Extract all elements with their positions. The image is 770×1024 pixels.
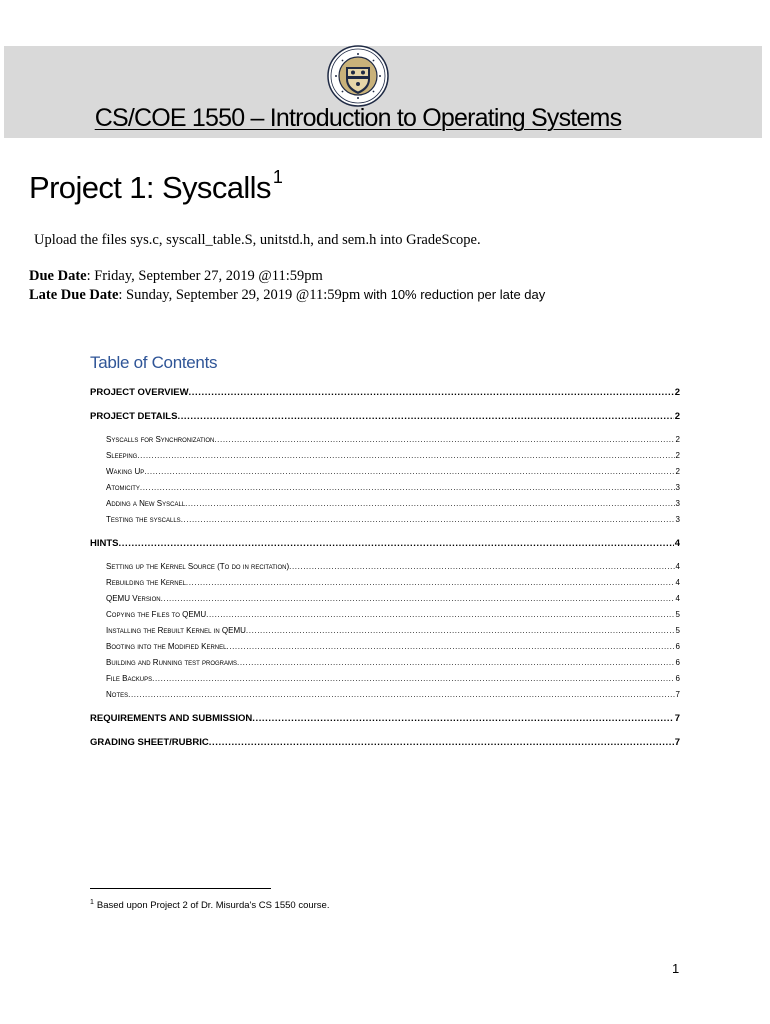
toc-entry-page: 3	[675, 499, 680, 508]
toc-subsection-entry[interactable]	[90, 496, 680, 512]
toc-entry-page: 2	[675, 435, 680, 444]
toc-dot-leader	[226, 639, 674, 655]
toc-entry-label: Atomicity	[106, 483, 140, 492]
due-date-label: Due Date	[29, 268, 87, 284]
toc-dot-leader	[128, 687, 674, 703]
toc-subsection-entry[interactable]	[90, 512, 680, 528]
toc-dot-leader	[189, 385, 674, 401]
toc-entry-label: Testing the syscalls	[106, 515, 181, 524]
toc-entry-label: PROJECT OVERVIEW	[90, 387, 189, 398]
toc-section-entry[interactable]	[90, 536, 680, 552]
toc-entry-label: Building and Running test programs	[106, 658, 238, 667]
toc-entry-label: Waking Up	[106, 467, 145, 476]
toc-entry-page: 4	[675, 594, 680, 603]
toc-entry-label: Syscalls for Synchronization	[106, 435, 215, 444]
toc-dot-leader	[119, 536, 674, 552]
toc-entry-page: 7	[674, 713, 680, 724]
toc-dot-leader	[185, 496, 674, 512]
toc-spacer	[90, 401, 680, 409]
toc-section-entry[interactable]	[90, 735, 680, 751]
toc-dot-leader	[137, 448, 674, 464]
toc-dot-leader	[140, 480, 675, 496]
toc-entry-label: Sleeping	[106, 451, 138, 460]
toc-dot-leader	[289, 559, 674, 575]
toc-dot-leader	[206, 607, 674, 623]
toc-entry-page: 5	[675, 610, 680, 619]
footnote-marker: 1	[90, 899, 94, 906]
toc-entry-label: File Backups	[106, 674, 153, 683]
toc-entry-page: 2	[675, 451, 680, 460]
toc-entry-page: 4	[675, 562, 680, 571]
toc-subsection-entry[interactable]	[90, 448, 680, 464]
toc-subsection-entry[interactable]	[90, 464, 680, 480]
toc-entry-page: 5	[675, 626, 680, 635]
toc-dot-leader	[152, 671, 674, 687]
toc-entry-label: Adding a New Syscall	[106, 499, 186, 508]
toc-subsection-entry[interactable]	[90, 607, 680, 623]
toc-subsection-entry[interactable]	[90, 432, 680, 448]
toc-dot-leader	[214, 432, 674, 448]
toc-spacer	[90, 751, 680, 759]
project-title-text: Project 1: Syscalls	[29, 170, 271, 205]
due-date-value: : Friday, September 27, 2019 @11:59pm	[86, 268, 323, 284]
toc-entry-page: 2	[674, 387, 680, 398]
late-due-date	[29, 287, 545, 304]
toc-entry-label: PROJECT DETAILS	[90, 411, 178, 422]
toc-entry-page: 7	[675, 690, 680, 699]
toc-heading: Table of Contents	[90, 353, 218, 372]
upload-instructions: Upload the files sys.c, syscall_table.S, unitstd.h, and sem.h into GradeScope.	[34, 232, 481, 248]
late-due-date-value: : Sunday, September 29, 2019 @11:59pm	[118, 287, 361, 303]
toc-entry-label: Notes	[106, 690, 129, 699]
toc-subsection-entry[interactable]	[90, 623, 680, 639]
university-seal-logo	[327, 45, 389, 107]
toc-dot-leader	[237, 655, 675, 671]
toc-section-entry[interactable]	[90, 711, 680, 727]
footnote-divider	[90, 888, 271, 889]
late-due-date-label: Late Due Date	[29, 287, 119, 303]
toc-entry-page: 2	[675, 467, 680, 476]
toc-entry-page: 2	[674, 411, 680, 422]
toc-subsection-entry[interactable]	[90, 480, 680, 496]
toc-entry-page: 6	[675, 674, 680, 683]
toc-entry-page: 3	[675, 483, 680, 492]
toc-entry-label: Booting into the Modified Kernel	[106, 642, 227, 651]
page-number: 1	[672, 961, 680, 976]
toc-dot-leader	[161, 591, 675, 607]
toc-dot-leader	[186, 575, 675, 591]
toc-spacer	[90, 552, 680, 559]
toc-subsection-entry[interactable]	[90, 671, 680, 687]
toc-entry-label: REQUIREMENTS AND SUBMISSION	[90, 713, 253, 724]
toc-entry-label: HINTS	[90, 538, 119, 549]
toc-section-entry[interactable]	[90, 385, 680, 401]
toc-entry-page: 3	[675, 515, 680, 524]
toc-subsection-entry[interactable]	[90, 687, 680, 703]
toc-subsection-entry[interactable]	[90, 639, 680, 655]
toc-entry-page: 4	[675, 578, 680, 587]
toc-spacer	[90, 703, 680, 711]
toc-entry-label: Copying the Files to QEMU	[106, 610, 207, 619]
toc-subsection-entry[interactable]	[90, 591, 680, 607]
toc-dot-leader	[246, 623, 675, 639]
course-title: CS/COE 1550 – Introduction to Operating Systems	[94, 104, 622, 132]
toc-subsection-entry[interactable]	[90, 655, 680, 671]
toc-entry-page: 7	[674, 737, 680, 748]
toc-dot-leader	[144, 464, 674, 480]
toc-entry-page: 4	[674, 538, 680, 549]
toc-spacer	[90, 727, 680, 735]
toc-dot-leader	[181, 512, 675, 528]
toc-entry-label: GRADING SHEET/RUBRIC	[90, 737, 209, 748]
toc-entry-page: 6	[675, 642, 680, 651]
table-of-contents	[90, 385, 680, 759]
toc-dot-leader	[209, 735, 674, 751]
footnote-reference[interactable]: 1	[272, 166, 283, 187]
toc-dot-leader	[252, 711, 673, 727]
footnote	[90, 899, 329, 911]
toc-section-entry[interactable]	[90, 409, 680, 425]
due-date	[29, 268, 323, 285]
footnote-text: Based upon Project 2 of Dr. Misurda's CS 1550 course.	[96, 900, 330, 912]
toc-spacer	[90, 528, 680, 536]
toc-entry-label: Setting up the Kernel Source (To do in recitation)	[106, 562, 290, 571]
toc-entry-page: 6	[675, 658, 680, 667]
toc-dot-leader	[177, 409, 673, 425]
late-penalty-note: with 10% reduction per late day	[360, 287, 546, 302]
project-title	[29, 166, 283, 206]
toc-subsection-entry[interactable]	[90, 575, 680, 591]
toc-subsection-entry[interactable]	[90, 559, 680, 575]
toc-entry-label: QEMU Version	[106, 594, 161, 603]
toc-spacer	[90, 425, 680, 432]
toc-entry-label: Installing the Rebuilt Kernel in QEMU	[106, 626, 246, 635]
toc-entry-label: Rebuilding the Kernel	[106, 578, 186, 587]
